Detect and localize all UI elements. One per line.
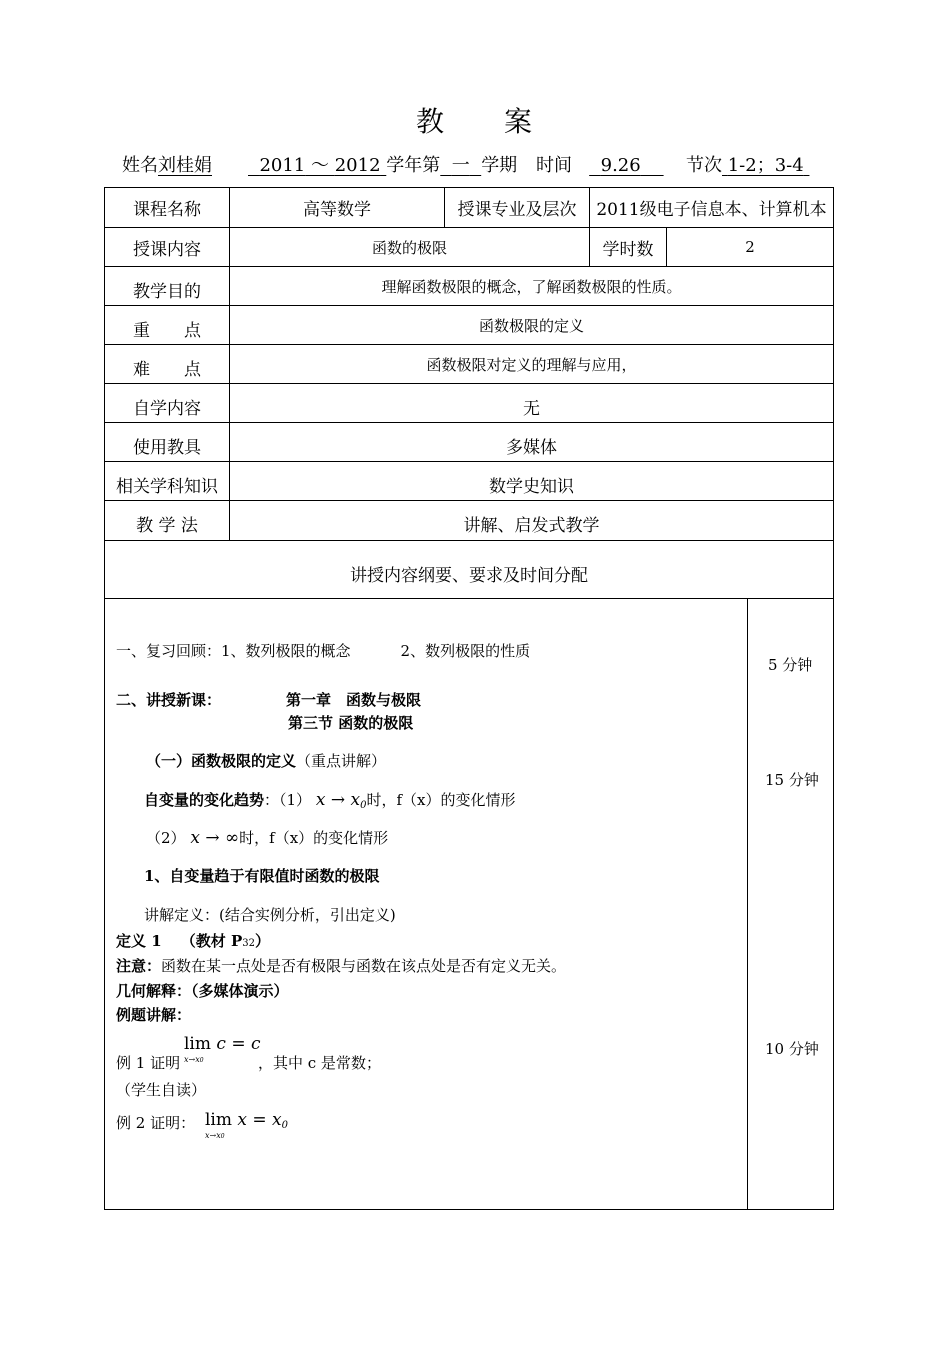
definition-heading: （一）函数极限的定义（重点讲解） bbox=[146, 752, 387, 770]
difficult-point-label: 难 点 bbox=[133, 359, 201, 380]
hours-label: 学时数 bbox=[602, 239, 654, 260]
hours-value: 2 bbox=[745, 238, 755, 256]
finite-limit-heading: 1、自变量趋于有限值时函数的极限 bbox=[144, 867, 380, 885]
tools-value: 多媒体 bbox=[506, 437, 557, 458]
time-allocation-3: 10 分钟 bbox=[765, 1040, 819, 1058]
teacher-name: 姓名刘桂娟 bbox=[122, 155, 212, 176]
definition-1: 定义 1 （教材 P32） bbox=[116, 932, 271, 950]
review-line: 一、复习回顾：1、数列极限的概念 2、数列极限的性质 bbox=[116, 642, 531, 660]
trend-line-2: （2） x → ∞时，f（x）的变化情形 bbox=[146, 828, 389, 848]
examples-heading: 例题讲解： bbox=[116, 1006, 192, 1024]
related-knowledge-value: 数学史知识 bbox=[489, 476, 574, 497]
goal-label: 教学目的 bbox=[133, 281, 201, 302]
example-2-label: 例 2 证明： bbox=[116, 1114, 196, 1132]
tools-label: 使用教具 bbox=[133, 437, 201, 458]
major-value: 2011级电子信息本、计算机本 bbox=[596, 200, 827, 220]
example-1-label: 例 1 证明 bbox=[116, 1054, 181, 1072]
self-study-value: 无 bbox=[523, 398, 540, 419]
academic-year: 2011 ～ 2012 学年第 一 学期 bbox=[259, 155, 518, 176]
note-line: 注意：函数在某一点处是否有极限与函数在该点处是否有定义无关。 bbox=[116, 957, 567, 975]
new-lesson-label: 二、讲授新课： bbox=[116, 691, 222, 709]
example-1-formula: lim c = c bbox=[184, 1034, 261, 1054]
example-2-formula: $\lim x = x_0$ bbox=[205, 1110, 289, 1131]
chapter-title: 第一章 函数与极限 bbox=[286, 691, 422, 709]
key-point-label: 重 点 bbox=[133, 320, 201, 341]
major-label: 授课专业及层次 bbox=[457, 200, 577, 220]
course-name-label: 课程名称 bbox=[133, 200, 201, 220]
example-1-note: （学生自读） bbox=[116, 1081, 207, 1099]
key-point-value: 函数极限的定义 bbox=[478, 317, 584, 335]
goal-value: 理解函数极限的概念，了解函数极限的性质。 bbox=[381, 278, 682, 296]
lesson-session: 节次 1-2；3-4 bbox=[686, 155, 804, 176]
course-name-value: 高等数学 bbox=[303, 200, 371, 220]
page-title: 教 案 bbox=[415, 105, 537, 138]
difficult-point-value: 函数极限对定义的理解与应用， bbox=[426, 356, 637, 374]
self-study-label: 自学内容 bbox=[133, 398, 201, 419]
geometric-explanation: 几何解释：（多媒体演示） bbox=[116, 982, 289, 1000]
content-value: 函数的极限 bbox=[371, 238, 447, 257]
trend-line-1: 自变量的变化趋势：（1） $x \to x_0$时，f（x）的变化情形 bbox=[144, 790, 516, 811]
method-value: 讲解、启发式教学 bbox=[463, 516, 600, 536]
example-1-limit-subscript: x→x0 bbox=[184, 1055, 204, 1064]
related-knowledge-label: 相关学科知识 bbox=[116, 476, 218, 497]
example-1-condition: ，其中 c 是常数； bbox=[258, 1054, 381, 1072]
content-label: 授课内容 bbox=[133, 239, 201, 260]
explain-definition: 讲解定义：(结合实例分析，引出定义) bbox=[144, 906, 396, 924]
time-allocation-1: 5 分钟 bbox=[768, 656, 813, 674]
section-title: 第三节 函数的极限 bbox=[288, 714, 414, 732]
lesson-time: 时间 9.26 bbox=[536, 155, 641, 176]
outline-heading: 讲授内容纲要、要求及时间分配 bbox=[350, 566, 588, 586]
time-allocation-2: 15 分钟 bbox=[765, 771, 819, 789]
example-2-limit-subscript: x→x0 bbox=[205, 1131, 225, 1140]
method-label: 教 学 法 bbox=[136, 516, 198, 536]
